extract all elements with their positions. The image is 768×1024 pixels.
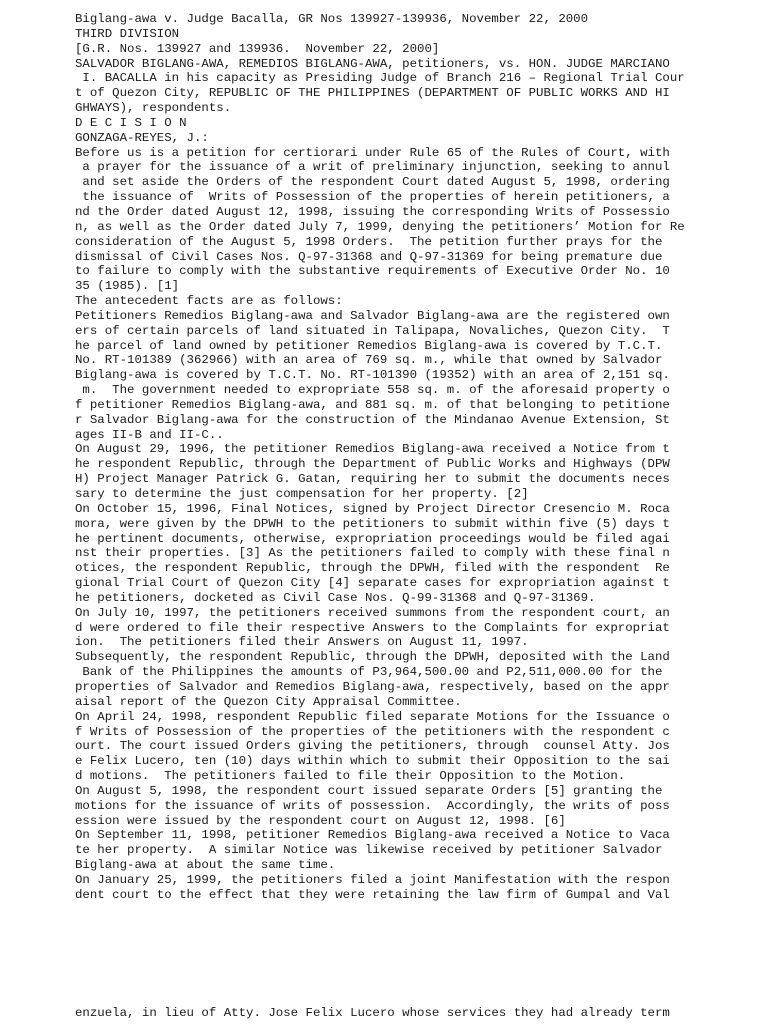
document-line: f petitioner Remedios Biglang-awa, and 881 sq. m. of that belonging to petitione [75, 397, 670, 412]
document-line: Petitioners Remedios Biglang-awa and Salvador Biglang-awa are the registered own [75, 308, 670, 323]
document-line: On April 24, 1998, respondent Republic filed separate Motions for the Issuance o [75, 709, 670, 724]
document-line: Biglang-awa is covered by T.C.T. No. RT-101390 (19352) with an area of 2,151 sq. [75, 368, 670, 383]
document-line: and set aside the Orders of the respondent Court dated August 5, 1998, ordering [75, 175, 670, 190]
document-line: GONZAGA-REYES, J.: [75, 130, 209, 145]
document-line: properties of Salvador and Remedios Biglang-awa, respectively, based on the appr [75, 679, 670, 694]
document-line: ages II-B and II-C.. [75, 427, 224, 442]
document-line: sary to determine the just compensation for her property. [2] [75, 487, 529, 501]
document-line: On August 5, 1998, the respondent court issued separate Orders [5] granting the [75, 783, 663, 798]
document-line: GHWAYS), respondents. [75, 101, 232, 116]
document-line: he respondent Republic, through the Department of Public Works and Highways (DPW [75, 457, 670, 472]
document-line: a prayer for the issuance of a writ of preliminary injunction, seeking to annul [75, 160, 670, 175]
document-line: On January 25, 1999, the petitioners filed a joint Manifestation with the respon [75, 872, 670, 887]
document-line: I. BACALLA in his capacity as Presiding Judge of Branch 216 – Regional Trial Cour [75, 71, 685, 86]
document-line: gional Trial Court of Quezon City [4] separate cases for expropriation against t [75, 576, 670, 591]
document-line: On August 29, 1996, the petitioner Remedios Biglang-awa received a Notice from t [75, 442, 670, 457]
document-body [75, 12, 695, 903]
document-line: D E C I S I O N [75, 115, 187, 130]
document-line: to failure to comply with the substantive requirements of Executive Order No. 10 [75, 264, 670, 279]
document-line: he parcel of land owned by petitioner Remedios Biglang-awa is covered by T.C.T. [75, 338, 663, 353]
document-line: r Salvador Biglang-awa for the construction of the Mindanao Avenue Extension, St [75, 412, 670, 427]
document-line: n, as well as the Order dated July 7, 1999, denying the petitioners’ Motion for Re [75, 219, 685, 234]
document-line: d were ordered to file their respective Answers to the Complaints for expropriat [75, 620, 670, 635]
document-line: SALVADOR BIGLANG-AWA, REMEDIOS BIGLANG-AWA, petitioners, vs. HON. JUDGE MARCIANO [75, 56, 670, 71]
document-line: the issuance of Writs of Possession of the properties of herein petitioners, a [75, 190, 670, 205]
document-line: otices, the respondent Republic, through the DPWH, filed with the respondent Re [75, 561, 670, 576]
document-line: he petitioners, docketed as Civil Case Nos. Q-99-31368 and Q-97-31369. [75, 590, 596, 605]
document-line: H) Project Manager Patrick G. Gatan, requiring her to submit the documents neces [75, 472, 670, 487]
document-line: nst their properties. [3] As the petitioners failed to comply with these final n [75, 546, 670, 561]
document-line: The antecedent facts are as follows: [75, 294, 343, 309]
document-line: On September 11, 1998, petitioner Remedios Biglang-awa received a Notice to Vaca [75, 828, 670, 843]
document-footer-line: enzuela, in lieu of Atty. Jose Felix Lucero whose services they had already term [75, 1006, 670, 1020]
document-line: ourt. The court issued Orders giving the petitioners, through counsel Atty. Jos [75, 739, 670, 754]
document-line: consideration of the August 5, 1998 Orders. The petition further prays for the [75, 234, 663, 249]
document-line: Biglang-awa v. Judge Bacalla, GR Nos 139927-139936, November 22, 2000 [75, 12, 589, 26]
document-line: d motions. The petitioners failed to file their Opposition to the Motion. [75, 769, 626, 784]
document-line: motions for the issuance of writs of possession. Accordingly, the writs of poss [75, 798, 670, 813]
document-line: [G.R. Nos. 139927 and 139936. November 22, 2000] [75, 41, 440, 56]
document-line: mora, were given by the DPWH to the petitioners to submit within five (5) days t [75, 516, 670, 531]
document-line: e Felix Lucero, ten (10) days within which to submit their Opposition to the sai [75, 754, 670, 769]
document-line: ion. The petitioners filed their Answers on August 11, 1997. [75, 635, 529, 650]
document-line: Before us is a petition for certiorari under Rule 65 of the Rules of Court, with [75, 145, 670, 160]
document-line: ession were issued by the respondent court on August 12, 1998. [6] [75, 813, 566, 828]
document-line: te her property. A similar Notice was likewise received by petitioner Salvador [75, 843, 663, 858]
document-line: 35 (1985). [1] [75, 279, 180, 294]
document-line: Subsequently, the respondent Republic, through the DPWH, deposited with the Land [75, 650, 670, 665]
document-line: f Writs of Possession of the properties of the petitioners with the respondent c [75, 724, 670, 739]
document-line: THIRD DIVISION [75, 26, 180, 41]
document-line: Bank of the Philippines the amounts of P3,964,500.00 and P2,511,000.00 for the [75, 665, 663, 680]
document-line: dismissal of Civil Cases Nos. Q-97-31368 and Q-97-31369 for being premature due [75, 249, 663, 264]
document-line: m. The government needed to expropriate 558 sq. m. of the aforesaid property o [75, 383, 670, 398]
document-line: Biglang-awa at about the same time. [75, 858, 336, 873]
document-line: dent court to the effect that they were retaining the law firm of Gumpal and Val [75, 887, 670, 902]
document-line: On July 10, 1997, the petitioners received summons from the respondent court, an [75, 605, 670, 620]
document-line: aisal report of the Quezon City Appraisal Committee. [75, 694, 462, 709]
document-line: ers of certain parcels of land situated in Talipapa, Novaliches, Quezon City. T [75, 323, 670, 338]
document-line: he pertinent documents, otherwise, expropriation proceedings would be filed agai [75, 531, 670, 546]
document-line: No. RT-101389 (362966) with an area of 769 sq. m., while that owned by Salvador [75, 353, 663, 368]
document-line: t of Quezon City, REPUBLIC OF THE PHILIPPINES (DEPARTMENT OF PUBLIC WORKS AND HI [75, 86, 670, 101]
document-line: nd the Order dated August 12, 1998, issuing the corresponding Writs of Possessio [75, 204, 670, 219]
document-line: On October 15, 1996, Final Notices, signed by Project Director Cresencio M. Roca [75, 501, 670, 516]
